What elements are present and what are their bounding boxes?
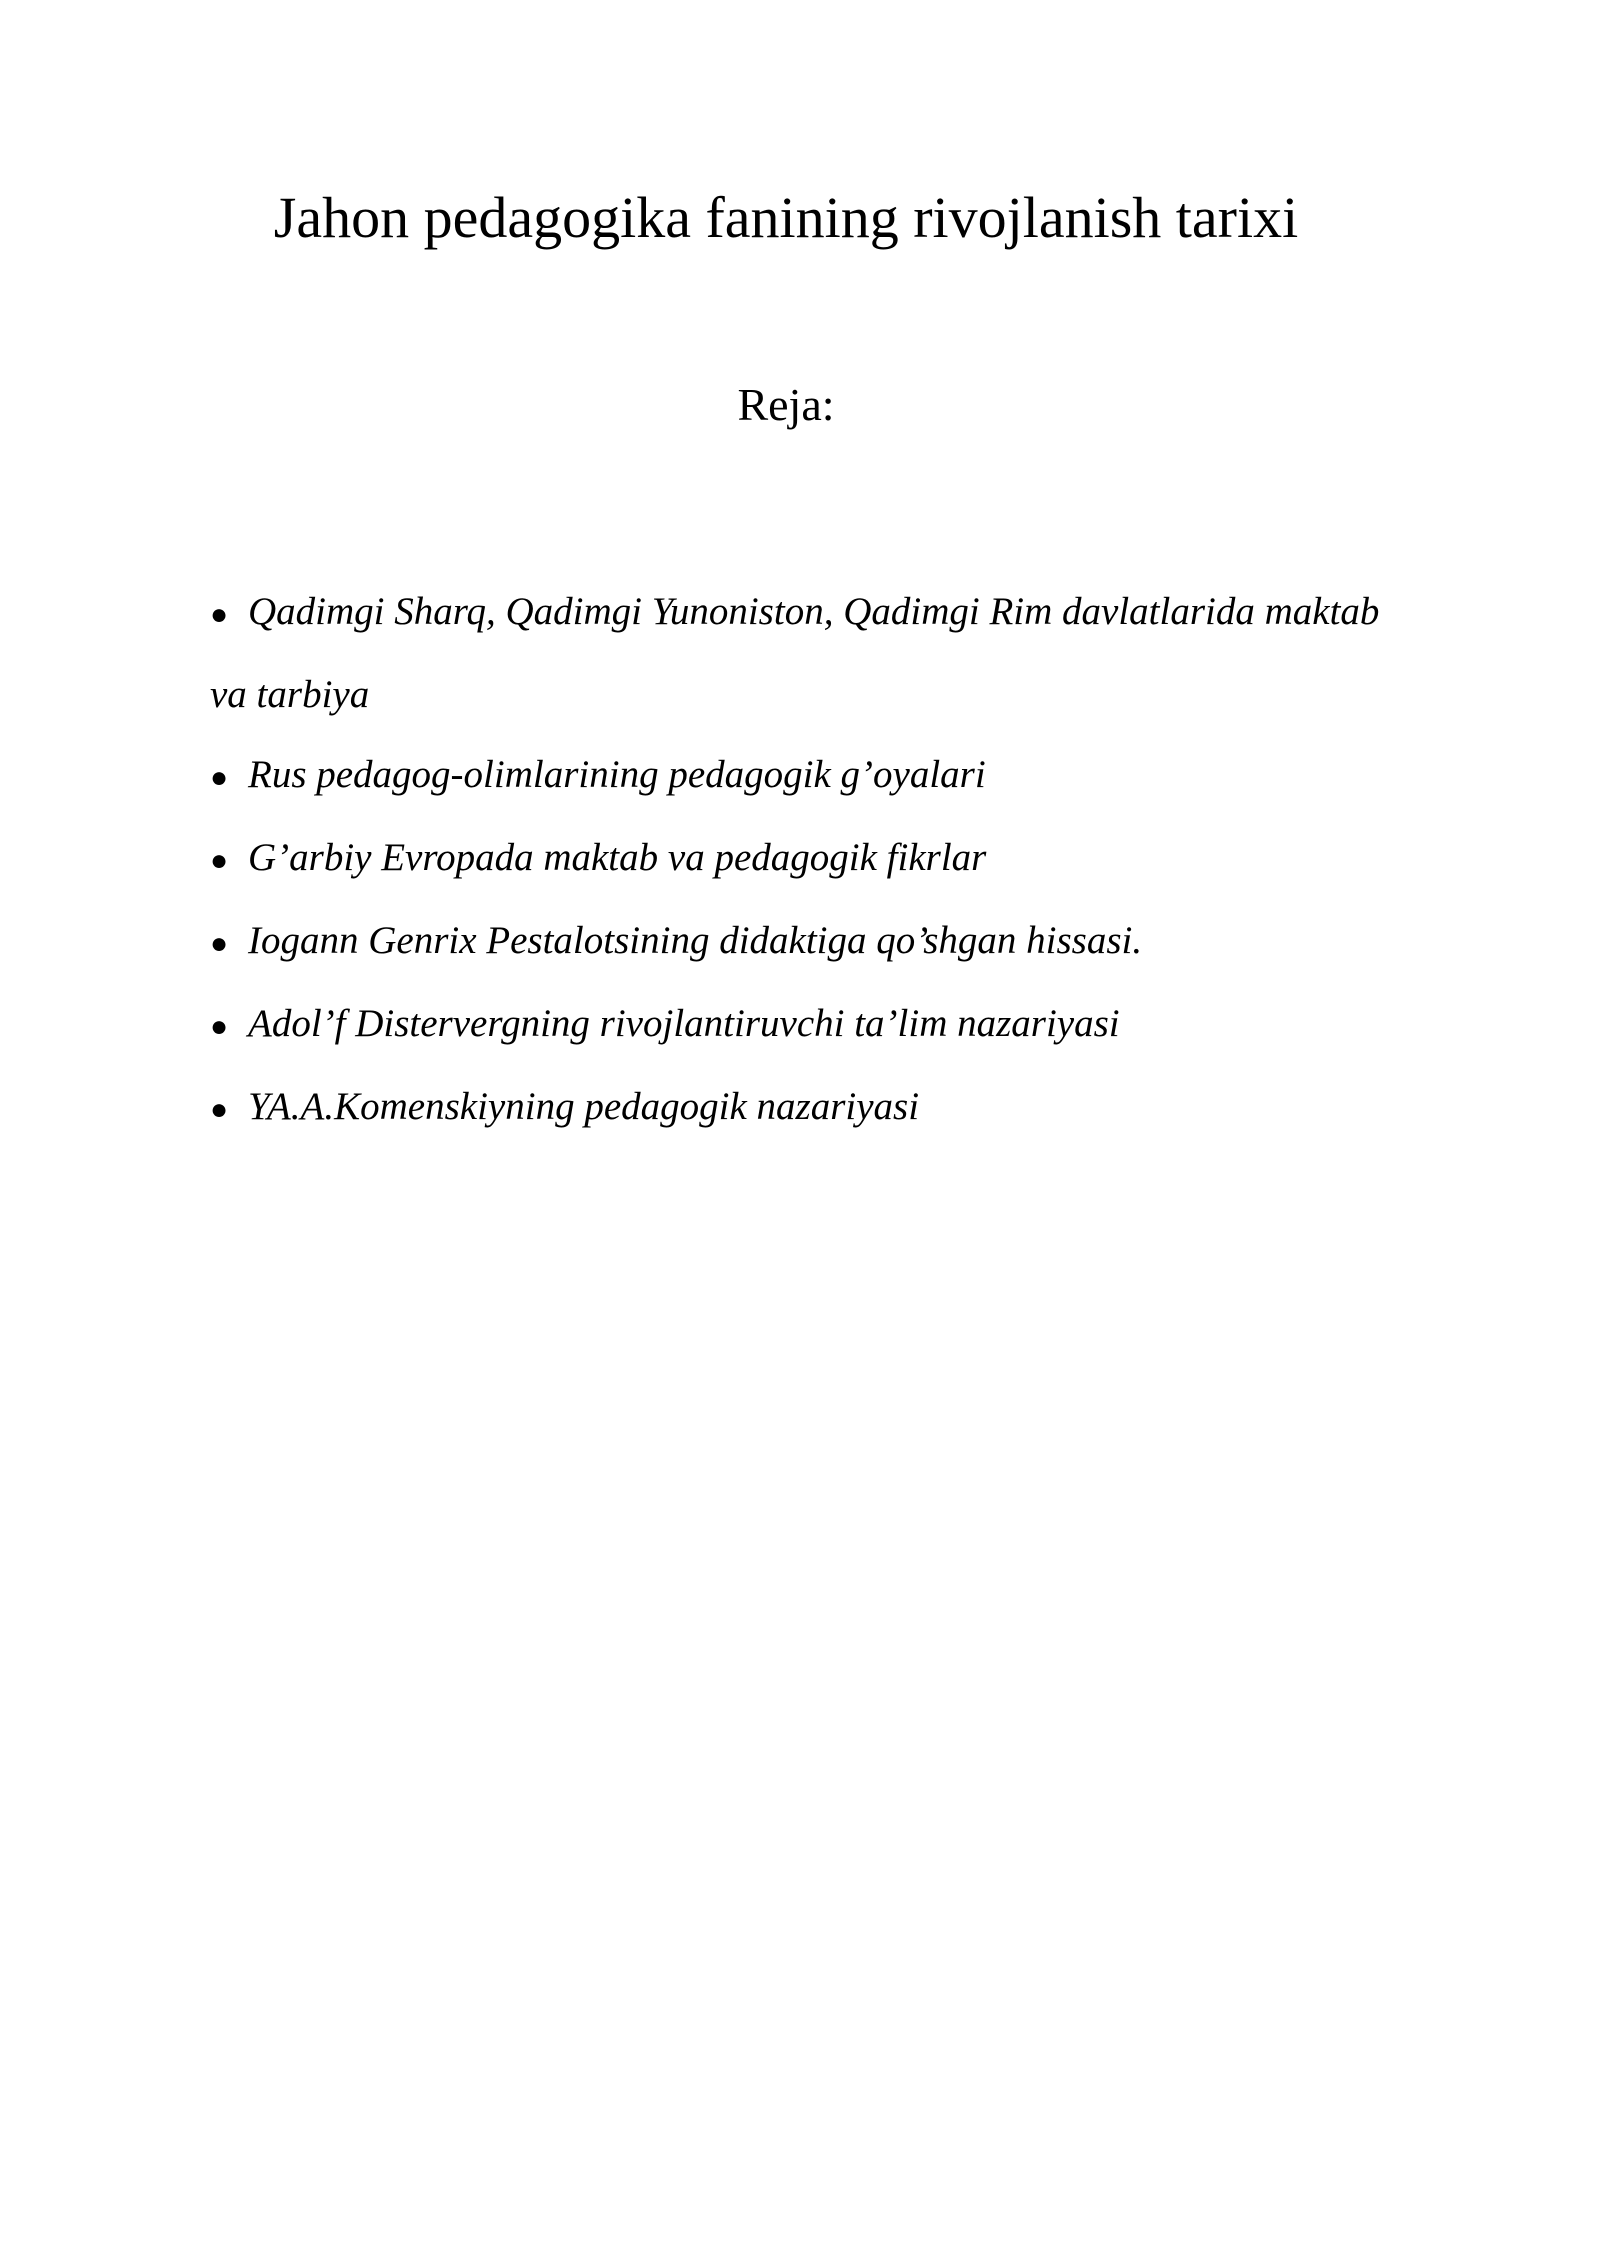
plan-item-text: G’arbiy Evropada maktab va pedagogik fikrlar	[248, 836, 987, 879]
bullet-icon: ●	[210, 598, 229, 631]
list-item	[210, 818, 1410, 901]
bullet-icon: ●	[210, 1093, 229, 1126]
document-title: Jahon pedagogika fanining rivojlanish tarixi	[273, 185, 1299, 250]
bullet-icon: ●	[210, 927, 229, 960]
plan-list	[210, 572, 1410, 1150]
bullet-icon: ●	[210, 844, 229, 877]
list-item	[210, 984, 1410, 1067]
plan-item-text: YA.A.Komenskiyning pedagogik nazariyasi	[248, 1085, 920, 1128]
list-item	[210, 735, 1410, 818]
list-item	[210, 901, 1410, 984]
bullet-icon: ●	[210, 1010, 229, 1043]
plan-item-text: Rus pedagog-olimlarining pedagogik g’oyalari	[248, 753, 986, 796]
plan-item-text: Qadimgi Sharq, Qadimgi Yunoniston, Qadimgi Rim davlatlarida maktab va tarbiya	[210, 590, 1380, 716]
list-item	[210, 572, 1410, 735]
bullet-icon: ●	[210, 761, 229, 794]
plan-item-text: Iogann Genrix Pestalotsining didaktiga qo’shgan hissasi.	[248, 919, 1143, 962]
plan-item-text: Adol’f Distervergning rivojlantiruvchi ta’lim nazariyasi	[248, 1002, 1120, 1045]
list-item	[210, 1067, 1410, 1150]
plan-heading: Reja:	[737, 379, 835, 430]
